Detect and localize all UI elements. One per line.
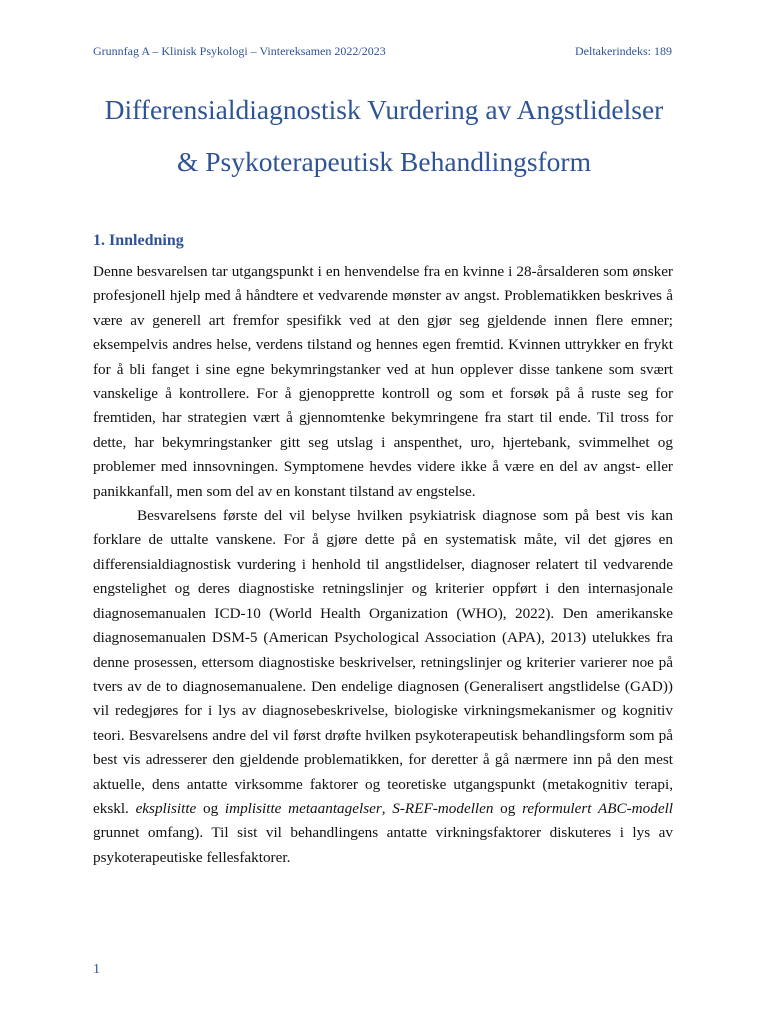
- header-course-info: Grunnfag A – Klinisk Psykologi – Vintereksamen 2022/2023: [93, 44, 386, 58]
- emphasis-implisitte: implisitte metaantagelser: [224, 799, 382, 817]
- header-participant-index: Deltakerindeks: 189: [575, 44, 672, 58]
- body-text: [93, 260, 673, 870]
- section-heading: 1. Innledning: [93, 232, 184, 249]
- paragraph-1: Denne besvarelsen tar utgangspunkt i en henvendelse fra en kvinne i 28-årsalderen som ønsker profesjonell hjelp med å håndtere et vedvarende mønster av angst. Problematikken beskrives å være av generell art fremfor spesifikk ved at den gjør seg gjeldende innen flere emner; eksempelvis andres helse, verdens tilstand og hennes egen fremtid. Kvinnen uttrykker en frykt for å bli fanget i sine egne bekymringstanker ved at hun opplever disse tankene som svært vanskelige å kontrollere. For å gjenopprette kontroll og som et forsøk på å ruste seg for fremtiden, har strategien vært å gjennomtenke bekymringene fra start til ende. Til tross for dette, har bekymringstanker gitt seg utslag i anspenthet, uro, hjertebank, svimmelhet og problemer med innsovningen. Symptomene hevdes videre ikke å være en del av angst- eller panikkanfall, men som del av en konstant tilstand av engstelse.: [93, 263, 673, 500]
- emphasis-abc: reformulert ABC-modell: [522, 799, 674, 817]
- page-number: 1: [93, 962, 100, 977]
- emphasis-eksplisitte: eksplisitte: [135, 799, 197, 817]
- title-line-1: Differensialdiagnostisk Vurdering av Angstlidelser: [104, 94, 664, 125]
- emphasis-sref: S-REF-modellen: [392, 799, 494, 817]
- text-og-2: og: [493, 799, 523, 817]
- text-og-1: og: [196, 799, 225, 817]
- text-comma: ,: [381, 799, 393, 817]
- paragraph-2-start: Besvarelsens første del vil belyse hvilken psykiatrisk diagnose som på best vis kan forklare de uttalte vanskene. For å gjøre dette på en systematisk måte, vil det gjøres en differensialdiagnostisk vurdering i henhold til angstlidelser, diagnoser relatert til vedvarende engstelighet og deres diagnostiske retningslinjer og kriterier oppført i den internasjonale diagnosemanualen ICD-10 (World Health Organization (WHO), 2022). Den amerikanske diagnosemanualen DSM-5 (American Psychological Association (APA), 2013) utelukkes fra denne prosessen, ettersom diagnostiske beskrivelser, retningslinjer og kriterier varierer noe på tvers av de to diagnosemanualene. Den endelige diagnosen (Generalisert angstlidelse (GAD)) vil redegjøres for i lys av diagnosebeskrivelse, biologiske virkningsmekanismer og kognitiv teori. Besvarelsens andre del vil først drøfte hvilken psykoterapeutisk behandlingsform som på best vis adresserer den gjeldende problematikken, for deretter å gå nærmere inn på den mest aktuelle, dens antatte virksomme faktorer og teoretiske utgangspunkt (metakognitiv terapi, ekskl.: [93, 507, 673, 817]
- title-line-2: & Psykoterapeutisk Behandlingsform: [177, 146, 591, 177]
- running-header: [93, 44, 672, 59]
- document-title: [60, 84, 708, 188]
- paragraph-2-end: grunnet omfang). Til sist vil behandlingens antatte virkningsfaktorer diskuteres i lys av psykoterapeutiske fellesfaktorer.: [93, 824, 673, 866]
- paragraph-2: [93, 504, 673, 870]
